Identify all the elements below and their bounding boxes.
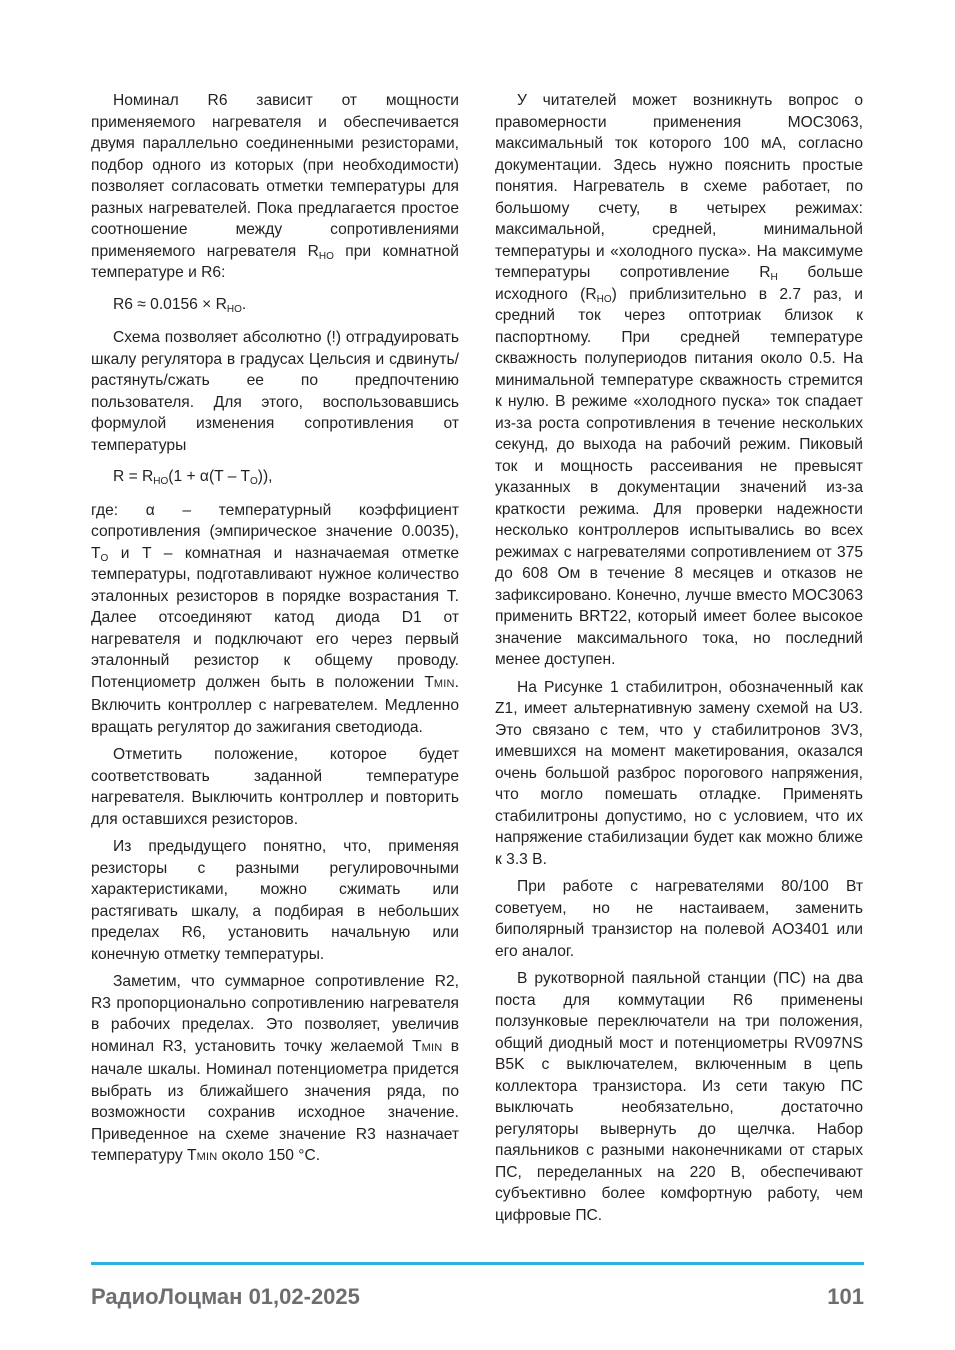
magazine-title: РадиоЛоцман 01,02-2025 <box>91 1284 360 1309</box>
paragraph: Из предыдущего понятно, что, применяя резисторы с разными регулировочными характеристиками, можно сжимать или растягивать шкалу, а подбирая в небольших пределах R6, установить начальную или конечную отметку температуры. <box>91 838 459 963</box>
right-column <box>495 90 863 1232</box>
paragraph: На Рисунке 1 стабилитрон, обозначенный как Z1, имеет альтернативную замену схемой на U3. Это связано с тем, что у стабилитронов 3V3, имевшихся на момент макетирования, оказался очень большой разброс порогового напряжения, что могло помешать отладке. Применять стабилитроны допустимо, но с условием, что их напряжение стабилизации будет как можно ближе к 3.3 В. <box>495 678 863 868</box>
page-number: 101 <box>827 1284 864 1309</box>
paragraph: В рукотворной паяльной станции (ПС) на два поста для коммутации R6 применены ползунковые переключатели на три положения, общий диодный мост и потенциометры RV097NS B5K с выключателем, включенным в цепь коллектора транзистора. Из сети такую ПС выключать необязательно, достаточно регуляторы вывернуть до щелчка. Набор паяльников с разными наконечниками от старых ПС, переделанных на 220 В, обеспечивают субъективно более комфортную работу, чем цифровые ПС. <box>495 970 863 1224</box>
paragraph: Заметим, что суммарное сопротивление R2, R3 пропорционально сопротивлению нагревателя в рабочих пределах. Это позволяет, увеличив номинал R3, установить точку желаемой TMIN в начале шкалы. Номинал потенциометра придется выбрать из ближайшего значения ряда, по возможности сохранив исходное значение. Приведенное на схеме значение R3 назначает температуру TMIN около 150 °C. <box>91 973 459 1164</box>
formula-r6: $R6 \approx 0.0156 \times R_{НО}$. <box>113 295 247 315</box>
footer-divider <box>91 1262 864 1265</box>
formula-resistance: $R = R_{НО}(1 + \alpha(T - T_O))$, <box>113 468 273 487</box>
paragraph: где: α – температурный коэффициент сопротивления (эмпирическое значение 0.0035), $T_O$ и T – комнатная и назначаемая отметке температуры, подготавливают нужное количество эталонных резисторов в порядке возрастания T. Далее отсоединяют катод диода D1 от нагревателя и подключают его через первый эталонный резистор к общему проводу. Потенциометр должен быть в положении TMIN. Включить контроллер с нагревателем. Медленно вращать регулятор до зажигания светодиода. <box>91 501 459 736</box>
paragraph: У читателей может возникнуть вопрос о правомерности применения MOC3063, максимальный ток которого 100 мА, согласно документации. Здесь нужно пояснить простые понятия. Нагреватель в схеме работает, по большому счету, в четырех режимах: максимальной, средней, минимальной температуры и «холодного пуска». На максимуме температуры сопротивление $R_Н$ больше исходного $(R_{НО})$ приблизительно в 2.7 раз, и средний ток через оптотриак близок к паспортному. При средней температуре скважность полупериодов питания около 0.5. На минимальной температуре скважность стремится к нулю. В режиме «холодного пуска» ток спадает из-за роста сопротивления в течение нескольких секунд, до выхода на рабочий режим. Пиковый ток и мощность рассеивания не превысят указанных в документации значений из-за краткости режима. Для проверки надежности несколько контроллеров испытывались во всех режимах с нагревателями сопротивлением от 375 до 608 Ом в течение 8 месяцев и отказов не зафиксировано. Конечно, лучше вместо MOC3063 применить BRT22, который имеет более высокое значение максимального тока, но последний менее доступен. <box>495 92 863 668</box>
paragraph: Отметить положение, которое будет соответствовать заданной температуре нагревателя. Выключить контроллер и повторить для оставшихся резисторов. <box>91 746 459 828</box>
paragraph: Схема позволяет абсолютно (!) отградуировать шкалу регулятора в градусах Цельсия и сдвинуть/растянуть/сжать ее по предпочтению пользователя. Для этого, воспользовавшись формулой изменения сопротивления от температуры <box>91 329 459 454</box>
paragraph: При работе с нагревателями 80/100 Вт советуем, но не настаиваем, заменить биполярный транзистор на полевой AO3401 или его аналог. <box>495 878 863 960</box>
paragraph: Номинал R6 зависит от мощности применяемого нагревателя и обеспечивается двумя параллельно соединенными резисторами, подбор одного из которых (при необходимости) позволяет согласовать отметки температуры для разных нагревателей. Пока предлагается простое соотношение между сопротивлениями применяемого нагревателя $R_{НО}$ при комнатной температуре и R6: <box>91 92 459 281</box>
left-column <box>91 90 459 1175</box>
